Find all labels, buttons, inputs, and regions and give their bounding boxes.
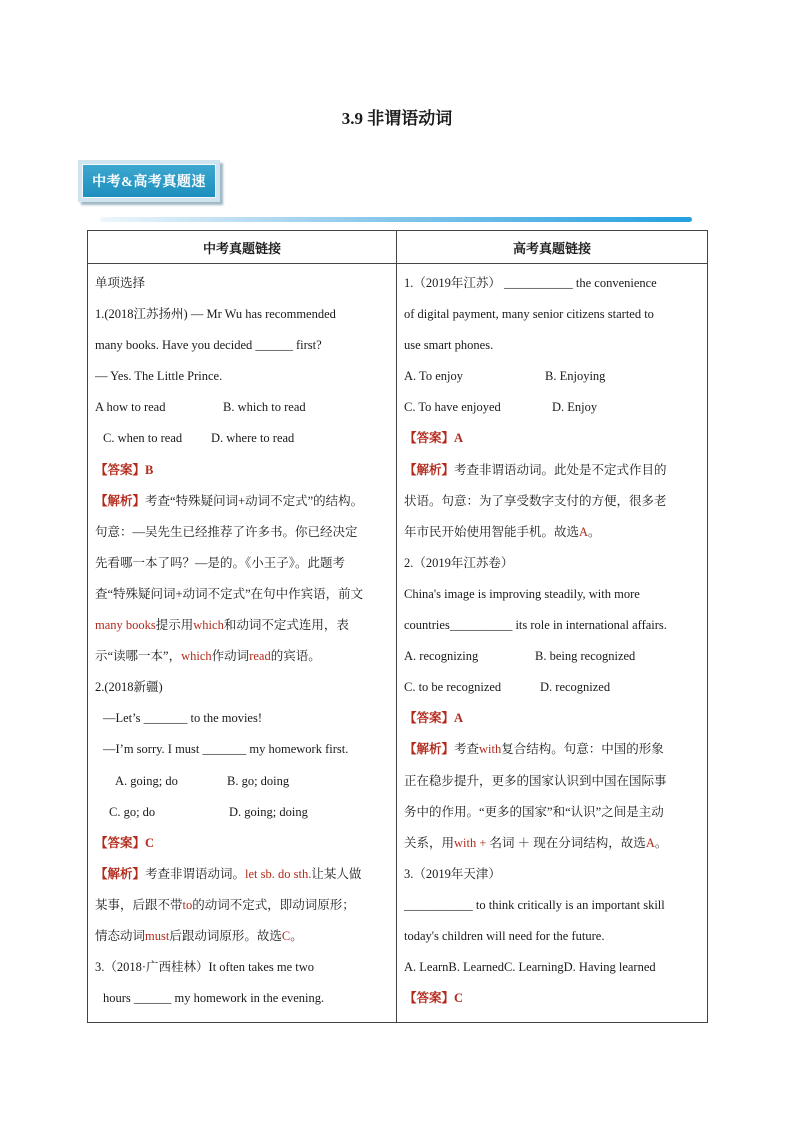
zhongkao-cell — [88, 264, 397, 1023]
column-header-gaokao: 高考真题链接 — [397, 231, 708, 264]
question-line: of digital payment, many senior citizens started to — [404, 307, 654, 322]
explanation-text: 。 — [290, 928, 303, 943]
explanation-text: 和动词不定式连用，表 — [223, 618, 349, 633]
question-line: —Let’s _______ to the movies! — [103, 711, 263, 726]
explanation-line: 句意：—吴先生已经推荐了许多书。你已经决定 — [95, 524, 358, 539]
explanation-label: 【解析】 — [95, 866, 146, 881]
highlight-text: which — [181, 649, 212, 664]
explanation-text: 年市民开始使用智能手机。故选 — [404, 524, 580, 539]
explanation-line — [404, 828, 700, 859]
highlight-text: A — [579, 524, 589, 539]
explanation-text: 考查“特殊疑问词+动词不定式”的结构。 — [145, 493, 364, 508]
explanation-text: 考查 — [454, 742, 480, 757]
highlight-text: A — [645, 835, 655, 850]
question-line: hours ______ my homework in the evening. — [103, 991, 325, 1006]
highlight-text: with — [479, 742, 502, 757]
highlight-text: must — [145, 928, 170, 943]
question-line: —I’m sorry. I must _______ my homework first. — [103, 742, 349, 757]
question-heading: 2.（2019年江苏卷） — [404, 555, 514, 570]
explanation-text: 某事，后跟不带 — [95, 897, 183, 912]
explanation-label: 【解析】 — [95, 493, 146, 508]
explanation-text: 让某人做 — [311, 866, 362, 881]
explanation-text: 的动词不定式，即动词原形； — [192, 897, 355, 912]
highlight-text: read — [249, 649, 271, 664]
column-header-zhongkao: 中考真题链接 — [88, 231, 397, 264]
explanation-text: 的宾语。 — [270, 649, 321, 664]
explanation-line — [95, 890, 389, 921]
question-line: — Yes. The Little Prince. — [95, 369, 223, 384]
section-banner — [78, 160, 220, 202]
option-c: C. go; do — [109, 804, 156, 819]
explanation-text: 情态动词 — [95, 928, 146, 943]
option-a: A. recognizing — [404, 649, 479, 664]
option-c: C. To have enjoyed — [404, 400, 501, 415]
option-d: D. Enjoy — [552, 400, 598, 415]
page-title: 3.9 非谓语动词 — [341, 109, 453, 128]
gaokao-cell — [397, 264, 708, 1023]
highlight-text: many books — [95, 618, 156, 633]
explanation-line: 状语。句意：为了享受数字支付的方便，很多老 — [404, 493, 667, 508]
explanation-text: 关系，用 — [404, 835, 455, 850]
question-heading: 2.(2018新疆) — [95, 680, 163, 695]
explanation-text: 。 — [588, 524, 601, 539]
question-line: 1.（2019年江苏） ___________ the convenience — [404, 276, 657, 290]
question-line: 1.(2018江苏扬州) — Mr Wu has recommended — [95, 307, 336, 322]
option-line — [95, 423, 389, 454]
option-b: B. Enjoying — [545, 369, 606, 384]
explanation-text: 示“读哪一本”， — [95, 649, 182, 664]
option-d: D. going; doing — [229, 804, 308, 819]
option-a: A. To enjoy — [404, 369, 463, 384]
explanation-line: 查“特殊疑问词+动词不定式”在句中作宾语，前文 — [95, 586, 364, 601]
explanation-line: 先看哪一本了吗？—是的。《小王子》。此题考 — [95, 555, 346, 570]
answer-label: 【答案】C — [404, 991, 464, 1006]
explanation-line — [404, 455, 700, 486]
highlight-text: to — [182, 897, 193, 912]
explanation-line — [95, 641, 389, 672]
option-b: B. being recognized — [535, 649, 636, 664]
explanation-line — [404, 734, 700, 765]
question-line: ___________ to think critically is an important skill — [404, 897, 665, 912]
explanation-line — [95, 921, 389, 952]
highlight-text: which — [193, 618, 224, 633]
option-line — [95, 392, 389, 423]
question-line: today's children will need for the future. — [404, 928, 605, 943]
option-a: A. going; do — [115, 773, 178, 788]
option-line: A. LearnB. LearnedC. LearningD. Having learned — [404, 960, 656, 975]
question-line: many books. Have you decided ______ first? — [95, 338, 322, 353]
answer-label: 【答案】A — [404, 711, 464, 726]
explanation-text: 后跟动词原形。故选 — [169, 928, 282, 943]
option-line — [404, 641, 700, 672]
explanation-line — [95, 610, 389, 641]
question-line: countries__________ its role in international affairs. — [404, 618, 667, 633]
option-d: D. recognized — [540, 680, 611, 695]
question-heading: 3.（2019年天津） — [404, 866, 501, 881]
option-c: C. when to read — [103, 431, 183, 446]
option-a: A how to read — [95, 400, 166, 415]
section-banner-label: 中考&高考真题速 — [82, 164, 216, 198]
option-line — [95, 766, 389, 797]
answer-label: 【答案】C — [95, 835, 155, 850]
option-line — [404, 392, 700, 423]
exam-links-table — [87, 230, 708, 1023]
option-b: B. which to read — [223, 400, 306, 415]
explanation-line — [95, 859, 389, 890]
explanation-line — [404, 517, 700, 548]
section-heading: 单项选择 — [95, 276, 146, 290]
highlight-text: with + — [454, 835, 487, 850]
explanation-label: 【解析】 — [404, 462, 455, 477]
highlight-text: let sb. do sth. — [245, 866, 312, 881]
question-line: China's image is improving steadily, with more — [404, 586, 640, 601]
option-b: B. go; doing — [227, 773, 290, 788]
question-line: use smart phones. — [404, 338, 494, 353]
explanation-text: 考查非谓语动词。此处是不定式作目的 — [454, 462, 667, 477]
highlight-text: C — [281, 928, 291, 943]
explanation-line: 正在稳步提升，更多的国家认识到中国在国际事 — [404, 773, 667, 788]
explanation-text: 提示用 — [155, 618, 194, 633]
option-line — [404, 361, 700, 392]
answer-label: 【答案】B — [95, 462, 154, 477]
explanation-label: 【解析】 — [404, 742, 455, 757]
explanation-text: 复合结构。句意：中国的形象 — [501, 742, 664, 757]
option-d: D. where to read — [211, 431, 295, 446]
explanation-text: 作动词 — [211, 649, 250, 664]
explanation-text: 名词 ＋ 现在分词结构，故选 — [486, 835, 646, 850]
option-line — [404, 672, 700, 703]
explanation-text: 考查非谓语动词。 — [145, 866, 246, 881]
explanation-line — [95, 486, 389, 517]
option-line — [95, 797, 389, 828]
option-c: C. to be recognized — [404, 680, 502, 695]
question-line: 3.（2018·广西桂林）It often takes me two — [95, 960, 315, 975]
explanation-line: 务中的作用。“更多的国家”和“认识”之间是主动 — [404, 804, 664, 819]
header-divider — [100, 217, 692, 222]
explanation-text: 。 — [654, 835, 668, 850]
answer-label: 【答案】A — [404, 431, 464, 446]
